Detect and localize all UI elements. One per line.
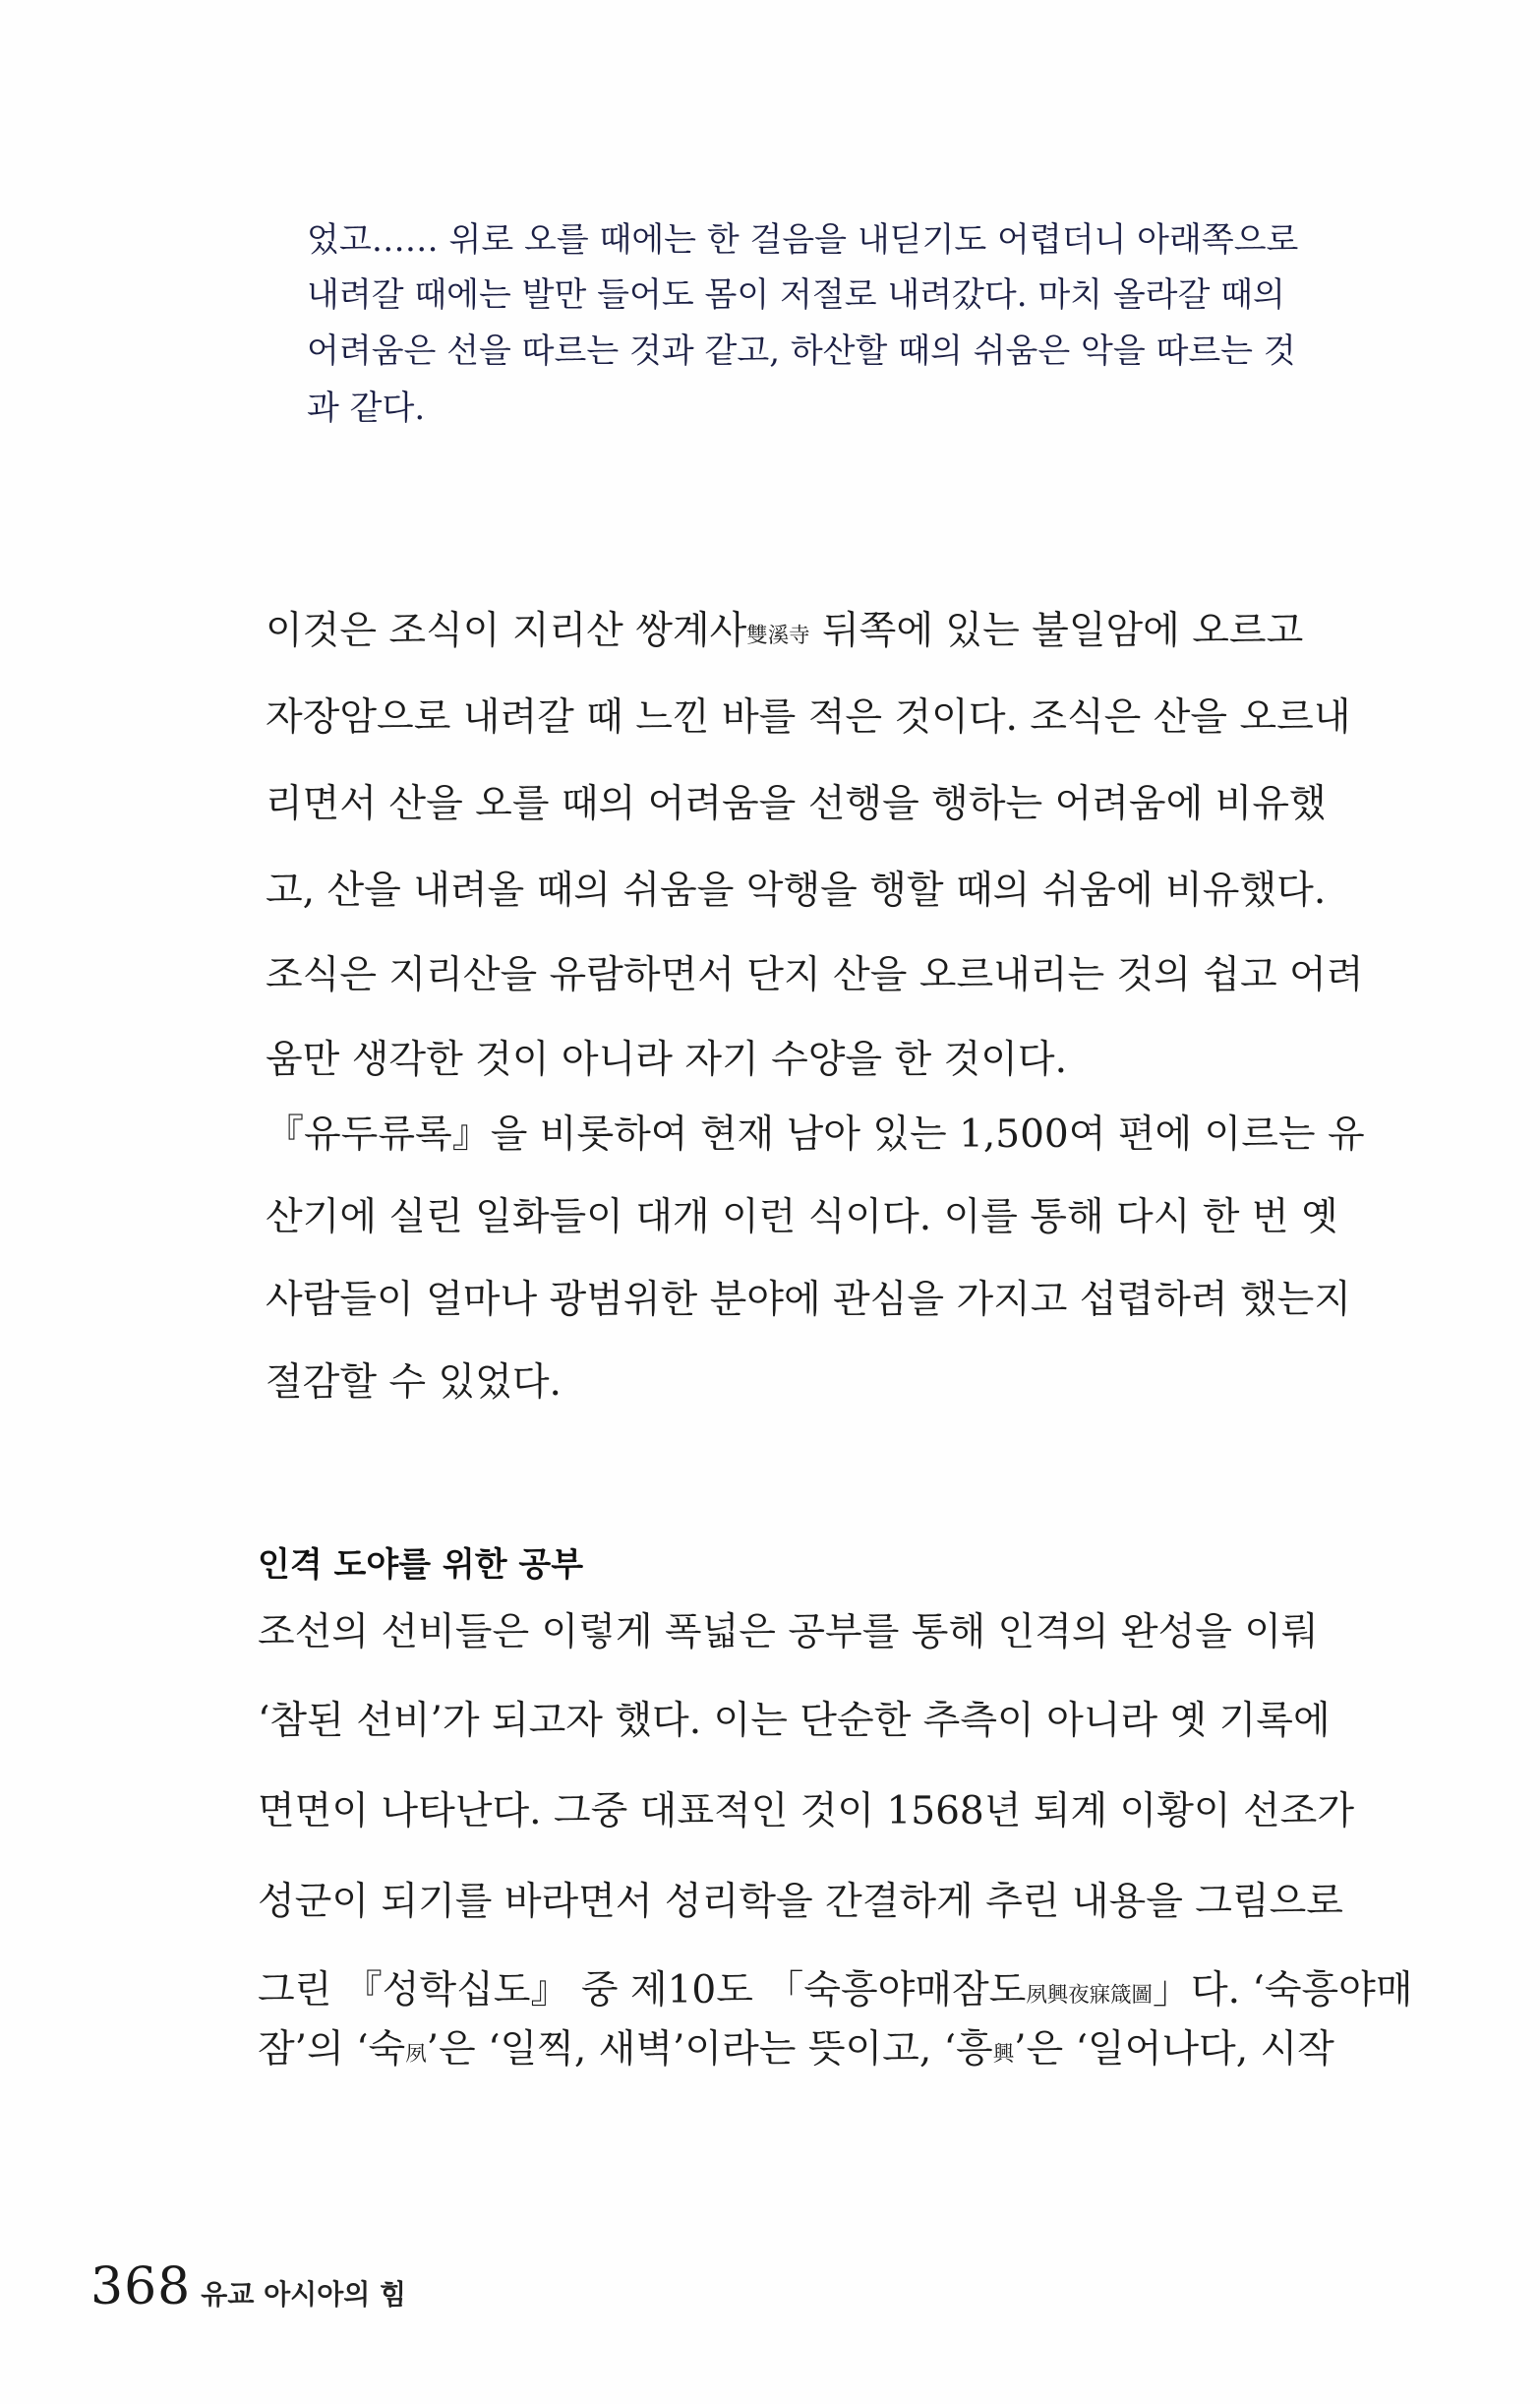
page-footer (90, 2257, 406, 2316)
body-line: 사람들이 얼마나 광범위한 분야에 관심을 가지고 섭렵하려 했는지 (266, 1278, 1351, 1322)
text-span: ’은 ‘일찍, 새벽’이라는 뜻이고, ‘흥 (426, 2027, 993, 2072)
body-paragraph (266, 608, 1365, 1405)
body-line: 『유두류록』을 비롯하여 현재 남아 있는 1,500여 편에 이르는 유 (266, 1112, 1365, 1157)
body-line: 움만 생각한 것이 아니라 자기 수양을 한 것이다. (266, 1038, 1067, 1082)
running-title: 유교 아시아의 힘 (201, 2278, 407, 2311)
body-line (258, 1967, 1413, 2019)
body-line: 면면이 나타난다. 그중 대표적인 것이 1568년 퇴계 이황이 선조가 (258, 1789, 1355, 1833)
text-span: 이것은 조식이 지리산 쌍계사 (266, 609, 747, 653)
hanja-annotation: 夙 (405, 2041, 427, 2067)
body-line: ‘참된 선비’가 되고자 했다. 이는 단순한 추측이 아니라 옛 기록에 (258, 1699, 1331, 1743)
text-span: 잠’의 ‘숙 (258, 2027, 406, 2072)
quote-line: 어려움은 선을 따르는 것과 같고, 하산할 때의 쉬움은 악을 따르는 것 (307, 331, 1296, 371)
hanja-annotation: 夙興夜寐箴圖 (1026, 1982, 1153, 2008)
text-span: 」다. ‘숙흥야매 (1152, 1968, 1413, 2013)
body-line: 고, 산을 내려올 때의 쉬움을 악행을 행할 때의 쉬움에 비유했다. (266, 869, 1327, 913)
quote-line: 과 같다. (307, 389, 426, 428)
body-line: 조식은 지리산을 유람하면서 단지 산을 오르내리는 것의 쉽고 어려 (266, 953, 1364, 997)
text-span: ’은 ‘일어나다, 시작 (1014, 2027, 1334, 2072)
body-line: 산기에 실린 일화들이 대개 이런 식이다. 이를 통해 다시 한 번 옛 (266, 1195, 1338, 1239)
body-line: 자장암으로 내려갈 때 느낀 바를 적은 것이다. 조식은 산을 오르내 (266, 695, 1351, 740)
hanja-annotation: 興 (992, 2041, 1015, 2067)
body-line: 절감할 수 있었다. (266, 1360, 562, 1405)
hanja-annotation: 雙溪寺 (746, 623, 810, 648)
quote-line: 내려갈 때에는 발만 들어도 몸이 저절로 내려갔다. 마치 올라갈 때의 (307, 275, 1285, 315)
body-line (266, 608, 1303, 660)
body-line: 조선의 선비들은 이렇게 폭넓은 공부를 통해 인격의 완성을 이뤄 (258, 1610, 1319, 1654)
page-number: 368 (90, 2257, 192, 2316)
text-span: 뒤쪽에 있는 불일암에 오르고 (809, 609, 1304, 653)
body-line: 성군이 되기를 바라면서 성리학을 간결하게 추린 내용을 그림으로 (258, 1880, 1343, 1924)
text-span: 그린 『성학십도』 중 제10도 「숙흥야매잠도 (258, 1968, 1027, 2013)
block-quote (307, 220, 1310, 545)
section-heading: 인격 도야를 위한 공부 (258, 1545, 584, 1585)
body-paragraph (258, 1609, 1413, 2072)
body-line: 리면서 산을 오를 때의 어려움을 선행을 행하는 어려움에 비유했 (266, 782, 1327, 826)
body-line (258, 2026, 1334, 2078)
quote-line: 었고…… 위로 오를 때에는 한 걸음을 내딛기도 어렵더니 아래쪽으로 (307, 220, 1299, 260)
